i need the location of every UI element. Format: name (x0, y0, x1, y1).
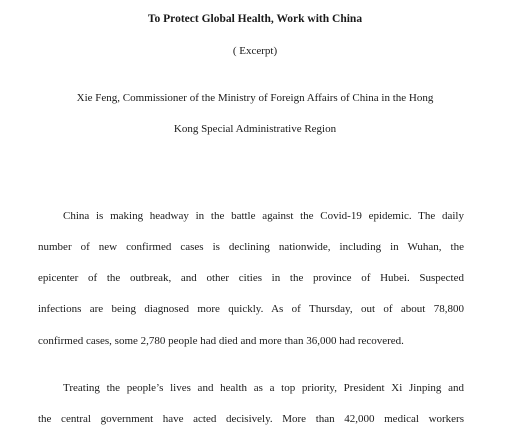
paragraph-2-line-2: the central government have acted decisively. More than 42,000 medical workers (38, 413, 464, 425)
document-subtitle: ( Excerpt) (232, 45, 278, 57)
paragraph-1-line-1: China is making headway in the battle against the Covid-19 epidemic. The daily (63, 210, 464, 222)
paragraph-1-line-2: number of new confirmed cases is declining nationwide, including in Wuhan, the (38, 241, 464, 253)
paragraph-1-line-3: epicenter of the outbreak, and other cities in the province of Hubei. Suspected (38, 272, 464, 284)
paragraph-1-line-4: infections are being diagnosed more quickly. As of Thursday, out of about 78,800 (38, 303, 464, 315)
byline-line-1: Xie Feng, Commissioner of the Ministry of Foreign Affairs of China in the Hong (76, 92, 434, 104)
document-title: To Protect Global Health, Work with China (147, 13, 363, 25)
byline-line-2: Kong Special Administrative Region (173, 123, 337, 135)
paragraph-1-line-5: confirmed cases, some 2,780 people had died and more than 36,000 had recovered. (38, 335, 404, 347)
paragraph-2-line-1: Treating the people’s lives and health as a top priority, President Xi Jinping and (63, 382, 464, 394)
